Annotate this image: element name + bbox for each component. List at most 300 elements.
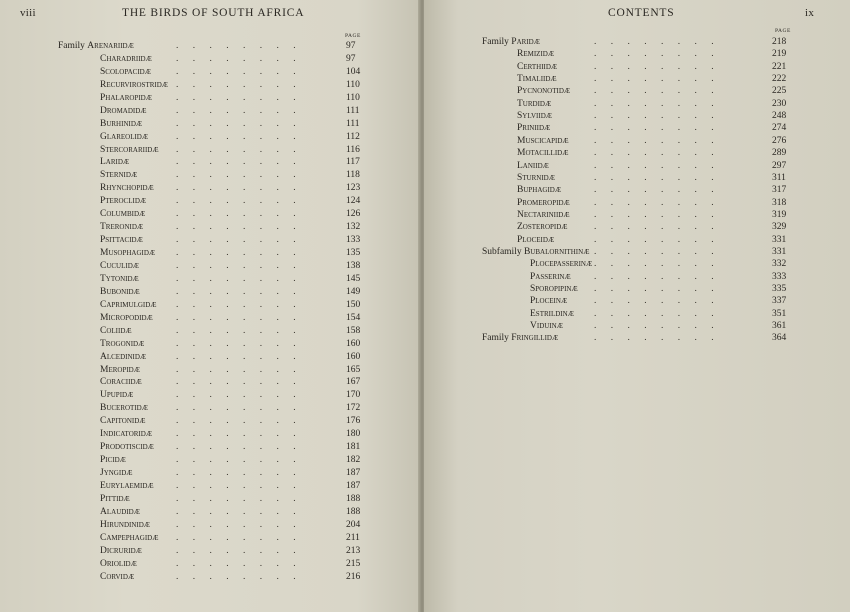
toc-entry-page: 221 <box>772 61 787 72</box>
toc-entry-name <box>517 122 550 134</box>
dot-leader: . . . . . . . . <box>594 148 720 159</box>
toc-entry-label: Musophagidæ <box>100 248 156 259</box>
dot-leader: . . . . . . . . <box>176 144 302 155</box>
toc-entry <box>58 558 378 570</box>
toc-entry <box>58 364 378 376</box>
dot-leader: . . . . . . . . <box>594 61 720 72</box>
toc-entry <box>482 283 802 295</box>
toc-entry-name <box>100 260 139 272</box>
toc-entry-name <box>517 98 551 110</box>
toc-entry-label: Bucerotidæ <box>100 403 148 414</box>
toc-entry-label: Dromadidæ <box>100 105 147 116</box>
toc-entry-page: 219 <box>772 49 787 60</box>
toc-entry-name <box>100 402 148 414</box>
left-page <box>0 0 420 612</box>
toc-entry-label: Capitonidæ <box>100 416 146 427</box>
toc-entry-name <box>530 283 578 295</box>
toc-entry-label: Turdidæ <box>517 98 552 109</box>
toc-entry <box>58 402 378 414</box>
toc-entry-name <box>482 36 540 48</box>
toc-entry <box>58 286 378 298</box>
toc-entry-page: 111 <box>346 105 360 116</box>
toc-entry-label: Glareolidæ <box>100 131 149 142</box>
toc-entry-name <box>100 195 146 207</box>
dot-leader: . . . . . . . . <box>176 558 302 569</box>
dot-leader: . . . . . . . . <box>594 234 720 245</box>
dot-leader: . . . . . . . . <box>176 455 302 466</box>
toc-entry-name <box>100 208 145 220</box>
toc-entry-page: 297 <box>772 160 787 171</box>
dot-leader: . . . . . . . . <box>594 259 720 270</box>
dot-leader: . . . . . . . . <box>176 351 302 362</box>
toc-entry-name <box>517 110 552 122</box>
dot-leader: . . . . . . . . <box>176 235 302 246</box>
dot-leader: . . . . . . . . <box>594 333 720 344</box>
dot-leader: . . . . . . . . <box>594 321 720 332</box>
dot-leader: . . . . . . . . <box>176 403 302 414</box>
toc-entry-name <box>100 92 152 104</box>
toc-entry <box>58 182 378 194</box>
toc-entry-name <box>100 53 152 65</box>
toc-entry-page: 154 <box>346 312 361 323</box>
dot-leader: . . . . . . . . <box>594 296 720 307</box>
dot-leader: . . . . . . . . <box>176 519 302 530</box>
toc-entry-name <box>517 221 568 233</box>
toc-entry-page: 135 <box>346 248 361 259</box>
dot-leader: . . . . . . . . <box>594 160 720 171</box>
dot-leader: . . . . . . . . <box>176 506 302 517</box>
toc-entry-page: 110 <box>346 79 360 90</box>
toc-entry-name <box>100 299 157 311</box>
toc-entry-label: Psittacidæ <box>100 235 143 246</box>
dot-leader: . . . . . . . . <box>594 111 720 122</box>
toc-entry-label: Fringillidæ <box>511 333 559 344</box>
toc-entry <box>58 338 378 350</box>
dot-leader: . . . . . . . . <box>176 79 302 90</box>
toc-entry <box>482 135 802 147</box>
toc-entry <box>58 92 378 104</box>
toc-entry-page: 158 <box>346 325 361 336</box>
toc-entry-name <box>100 558 137 570</box>
dot-leader: . . . . . . . . <box>176 273 302 284</box>
toc-entry <box>58 545 378 557</box>
toc-entry <box>482 209 802 221</box>
toc-entry-label: Laniidæ <box>517 160 549 171</box>
toc-entry-name <box>517 234 554 246</box>
toc-entry-name <box>100 79 168 91</box>
toc-entry-page: 110 <box>346 92 360 103</box>
toc-entry-name <box>100 234 143 246</box>
toc-entry-label: Coliidæ <box>100 325 132 336</box>
toc-entry-name <box>530 320 563 332</box>
toc-entry-label: Priniidæ <box>517 123 551 134</box>
toc-entry-label: Pittidæ <box>100 493 130 504</box>
toc-entry <box>58 480 378 492</box>
toc-entry <box>58 234 378 246</box>
toc-entry-name <box>100 182 154 194</box>
dot-leader: . . . . . . . . <box>176 105 302 116</box>
toc-entry-label: Dicruridæ <box>100 545 142 556</box>
right-folio: ix <box>805 7 815 19</box>
toc-entry-page: 187 <box>346 480 361 491</box>
toc-entry <box>58 169 378 181</box>
toc-entry-label: Arenariidæ <box>87 41 134 51</box>
toc-entry-label: Upupidæ <box>100 390 134 401</box>
toc-entry-page: 104 <box>346 66 361 77</box>
toc-entry-page: 230 <box>772 98 787 109</box>
toc-entry-page: 213 <box>346 545 361 556</box>
toc-entry <box>482 308 802 320</box>
toc-entry-page: 364 <box>772 333 787 344</box>
toc-entry-name <box>100 519 150 531</box>
toc-entry-label: Timaliidæ <box>517 74 557 85</box>
dot-leader: . . . . . . . . <box>176 131 302 142</box>
toc-entry-page: 311 <box>772 172 786 183</box>
toc-entry-page: 160 <box>346 338 361 349</box>
toc-entry-page: 117 <box>346 157 360 168</box>
dot-leader: . . . . . . . . <box>594 123 720 134</box>
toc-entry-label: Nectariniidæ <box>517 209 570 220</box>
toc-entry <box>58 467 378 479</box>
toc-entry-label: Tytonidæ <box>100 273 139 284</box>
toc-entry-label: Pycnonotidæ <box>517 86 571 97</box>
toc-entry-page: 361 <box>772 321 787 332</box>
toc-entry-page: 167 <box>346 377 361 388</box>
toc-entry-page: 116 <box>346 144 360 155</box>
toc-entry <box>58 40 378 52</box>
toc-entry <box>482 246 802 258</box>
toc-entry <box>58 260 378 272</box>
toc-entry-label: Burhinidæ <box>100 118 143 129</box>
toc-entry-page: 133 <box>346 235 361 246</box>
toc-entry-name <box>100 273 139 285</box>
toc-entry <box>58 312 378 324</box>
toc-entry <box>58 79 378 91</box>
dot-leader: . . . . . . . . <box>176 480 302 491</box>
dot-leader: . . . . . . . . <box>176 377 302 388</box>
toc-entry-prefix: Family <box>482 333 512 344</box>
toc-entry-page: 138 <box>346 260 361 271</box>
toc-entry-name <box>100 364 140 376</box>
toc-entry <box>58 273 378 285</box>
toc-entry <box>58 519 378 531</box>
toc-entry-name <box>100 467 132 479</box>
toc-entry-page: 317 <box>772 185 787 196</box>
dot-leader: . . . . . . . . <box>594 222 720 233</box>
toc-entry <box>58 532 378 544</box>
toc-entry <box>58 506 378 518</box>
toc-entry-name <box>100 493 130 505</box>
toc-entry-name <box>100 118 142 130</box>
dot-leader: . . . . . . . . <box>176 442 302 453</box>
toc-entry <box>58 389 378 401</box>
dot-leader: . . . . . . . . <box>594 74 720 85</box>
dot-leader: . . . . . . . . <box>176 196 302 207</box>
toc-entry-name <box>100 221 143 233</box>
toc-entry-name <box>517 61 557 73</box>
toc-entry-name <box>100 312 153 324</box>
toc-entry-name <box>100 454 126 466</box>
toc-entry-label: Sylviidæ <box>517 111 552 122</box>
toc-entry <box>58 105 378 117</box>
dot-leader: . . . . . . . . <box>176 222 302 233</box>
toc-entry-label: Coraciidæ <box>100 377 142 388</box>
dot-leader: . . . . . . . . <box>594 271 720 282</box>
toc-entry-label: Promeropidæ <box>517 197 570 208</box>
toc-entry-page: 112 <box>346 131 360 142</box>
toc-entry-name <box>517 135 569 147</box>
toc-entry <box>58 454 378 466</box>
toc-entry <box>58 441 378 453</box>
toc-entry <box>482 258 802 270</box>
toc-entry-page: 204 <box>346 519 361 530</box>
toc-entry-label: Alcedinidæ <box>100 351 147 362</box>
toc-entry-page: 170 <box>346 390 361 401</box>
dot-leader: . . . . . . . . <box>594 197 720 208</box>
toc-entry-label: Certhiidæ <box>517 61 558 72</box>
dot-leader: . . . . . . . . <box>176 53 302 64</box>
dot-leader: . . . . . . . . <box>176 248 302 259</box>
toc-entry <box>482 147 802 159</box>
toc-entry <box>482 73 802 85</box>
toc-entry <box>482 36 802 48</box>
toc-entry-label: Viduinæ <box>530 321 563 332</box>
toc-entry-name <box>517 147 568 159</box>
toc-entry <box>58 299 378 311</box>
toc-entry-name <box>517 184 561 196</box>
toc-entry-name <box>100 441 154 453</box>
toc-entry-name <box>100 571 134 583</box>
toc-entry-name <box>530 295 567 307</box>
dot-leader: . . . . . . . . <box>176 493 302 504</box>
toc-entry-name <box>530 258 592 270</box>
dot-leader: . . . . . . . . <box>594 209 720 220</box>
dot-leader: . . . . . . . . <box>176 545 302 556</box>
dot-leader: . . . . . . . . <box>594 308 720 319</box>
toc-entry-name <box>517 48 554 60</box>
toc-entry-prefix: Subfamily <box>482 246 524 257</box>
toc-entry-label: Oriolidæ <box>100 558 137 569</box>
toc-entry-page: 176 <box>346 416 361 427</box>
toc-entry-label: Micropodidæ <box>100 312 153 323</box>
toc-entry-label: Picidæ <box>100 455 126 466</box>
toc-entry-label: Rhynchopidæ <box>100 183 154 194</box>
toc-entry <box>482 110 802 122</box>
toc-entry <box>482 332 802 344</box>
dot-leader: . . . . . . . . <box>176 170 302 181</box>
dot-leader: . . . . . . . . <box>176 209 302 220</box>
toc-entry-label: Remizidæ <box>517 49 555 60</box>
toc-entry-page: 132 <box>346 222 361 233</box>
dot-leader: . . . . . . . . <box>594 86 720 97</box>
toc-entry-page: 289 <box>772 148 787 159</box>
toc-entry-page: 276 <box>772 135 787 146</box>
toc-entry-name <box>100 338 144 350</box>
toc-entry-label: Prodotiscidæ <box>100 442 154 453</box>
toc-entry-name <box>530 271 571 283</box>
dot-leader: . . . . . . . . <box>176 260 302 271</box>
toc-entry-label: Motacillidæ <box>517 148 569 159</box>
toc-entry-name <box>100 376 142 388</box>
dot-leader: . . . . . . . . <box>176 183 302 194</box>
toc-entry <box>58 351 378 363</box>
toc-entry <box>482 98 802 110</box>
toc-entry-name <box>482 246 589 258</box>
toc-entry-label: Ploceidæ <box>517 234 555 245</box>
toc-entry <box>482 172 802 184</box>
dot-leader: . . . . . . . . <box>176 338 302 349</box>
toc-entry-label: Stercorariidæ <box>100 144 159 155</box>
toc-entry-label: Pteroclidæ <box>100 196 147 207</box>
right-page <box>424 0 850 612</box>
toc-entry-name <box>100 325 132 337</box>
toc-entry-label: Zosteropidæ <box>517 222 568 233</box>
toc-entry-name <box>100 506 140 518</box>
toc-entry-label: Sternidæ <box>100 170 138 181</box>
toc-entry-name <box>517 85 570 97</box>
dot-leader: . . . . . . . . <box>176 66 302 77</box>
toc-entry-page: 319 <box>772 209 787 220</box>
toc-entry <box>58 571 378 583</box>
toc-entry-label: Treronidæ <box>100 222 144 233</box>
toc-entry <box>58 247 378 259</box>
toc-entry-page: 181 <box>346 442 361 453</box>
toc-entry <box>58 66 378 78</box>
toc-entry <box>58 428 378 440</box>
toc-entry-page: 187 <box>346 468 361 479</box>
dot-leader: . . . . . . . . <box>594 98 720 109</box>
toc-entry-page: 225 <box>772 86 787 97</box>
toc-entry <box>58 131 378 143</box>
dot-leader: . . . . . . . . <box>594 246 720 257</box>
dot-leader: . . . . . . . . <box>594 135 720 146</box>
toc-entry-label: Scolopacidæ <box>100 66 151 77</box>
toc-entry <box>58 118 378 130</box>
toc-entry <box>482 61 802 73</box>
toc-entry-label: Trogonidæ <box>100 338 145 349</box>
toc-entry <box>58 325 378 337</box>
toc-entry-page: 331 <box>772 234 787 245</box>
toc-entry-page: 149 <box>346 286 361 297</box>
toc-entry-page: 335 <box>772 284 787 294</box>
toc-entry-page: 337 <box>772 296 787 307</box>
toc-entry <box>482 221 802 233</box>
toc-entry-page: 123 <box>346 183 361 194</box>
toc-entry-page: 211 <box>346 532 360 543</box>
toc-entry-page: 188 <box>346 493 361 504</box>
toc-entry-page: 97 <box>346 53 356 64</box>
toc-entry-label: Plocepasserinæ <box>530 259 593 270</box>
left-running-head: THE BIRDS OF SOUTH AFRICA <box>122 7 305 19</box>
toc-entry-name <box>100 480 154 492</box>
toc-entry-page: 111 <box>346 118 360 129</box>
toc-entry <box>482 234 802 246</box>
toc-entry-label: Muscicapidæ <box>517 135 569 146</box>
toc-entry-name <box>100 351 146 363</box>
dot-leader: . . . . . . . . <box>594 37 720 47</box>
toc-entry <box>482 160 802 172</box>
toc-entry <box>58 376 378 388</box>
toc-entry-label: Jyngidæ <box>100 468 133 479</box>
toc-entry-label: Eurylaemidæ <box>100 480 154 491</box>
toc-entry-page: 182 <box>346 455 361 466</box>
toc-entry <box>58 415 378 427</box>
toc-entry-label: Meropidæ <box>100 364 140 375</box>
toc-entry-page: 126 <box>346 209 361 220</box>
toc-entry-label: Campephagidæ <box>100 532 159 543</box>
toc-entry-page: 188 <box>346 506 361 517</box>
dot-leader: . . . . . . . . <box>594 284 720 294</box>
dot-leader: . . . . . . . . <box>594 185 720 196</box>
toc-entry-name <box>100 247 155 259</box>
toc-entry-name <box>100 105 147 117</box>
dot-leader: . . . . . . . . <box>176 299 302 310</box>
dot-leader: . . . . . . . . <box>176 286 302 297</box>
toc-entry-page: 332 <box>772 259 787 270</box>
toc-entry <box>482 271 802 283</box>
dot-leader: . . . . . . . . <box>176 571 302 582</box>
dot-leader: . . . . . . . . <box>176 157 302 168</box>
toc-entry-name <box>517 197 570 209</box>
toc-entry <box>58 53 378 65</box>
dot-leader: . . . . . . . . <box>176 364 302 375</box>
toc-entry <box>482 320 802 332</box>
toc-entry-label: Bubalornithinæ <box>523 246 590 257</box>
toc-entry-label: Phalaropidæ <box>100 92 152 103</box>
toc-entry-name <box>100 66 151 78</box>
toc-entry-name <box>100 428 152 440</box>
toc-entry-name <box>58 40 134 52</box>
dot-leader: . . . . . . . . <box>176 118 302 129</box>
toc-entry-label: Cuculidæ <box>100 260 140 271</box>
toc-entry-name <box>100 156 129 168</box>
toc-entry-page: 216 <box>346 571 361 582</box>
toc-entry-label: Ploceinæ <box>530 296 568 307</box>
toc-entry-prefix: Family <box>58 41 88 51</box>
toc-entry <box>482 184 802 196</box>
toc-entry-page: 118 <box>346 170 360 181</box>
toc-entry-page: 329 <box>772 222 787 233</box>
toc-entry <box>482 197 802 209</box>
toc-entry-label: Laridæ <box>100 157 130 168</box>
dot-leader: . . . . . . . . <box>176 325 302 336</box>
toc-entry <box>58 144 378 156</box>
toc-entry-page: 165 <box>346 364 361 375</box>
right-running-head: CONTENTS <box>608 7 675 19</box>
toc-entry-name <box>100 532 158 544</box>
toc-entry-label: Columbidæ <box>100 209 146 220</box>
dot-leader: . . . . . . . . <box>176 390 302 401</box>
toc-entry <box>58 208 378 220</box>
toc-entry-page: 333 <box>772 271 787 282</box>
toc-entry-label: Recurvirostridæ <box>100 79 169 90</box>
toc-entry-name <box>482 332 558 344</box>
toc-entry-label: Sporopipinæ <box>530 284 578 294</box>
toc-entry-name <box>517 172 555 184</box>
toc-entry-page: 172 <box>346 403 361 414</box>
toc-entry-label: Paridæ <box>511 37 540 47</box>
toc-entry-name <box>100 545 142 557</box>
toc-entry-label: Sturnidæ <box>517 172 555 183</box>
dot-leader: . . . . . . . . <box>176 468 302 479</box>
toc-entry <box>482 85 802 97</box>
toc-entry-name <box>100 286 140 298</box>
dot-leader: . . . . . . . . <box>176 429 302 440</box>
dot-leader: . . . . . . . . <box>176 416 302 427</box>
dot-leader: . . . . . . . . <box>176 312 302 323</box>
toc-entry-label: Caprimulgidæ <box>100 299 157 310</box>
toc-entry-label: Charadriidæ <box>100 53 152 64</box>
